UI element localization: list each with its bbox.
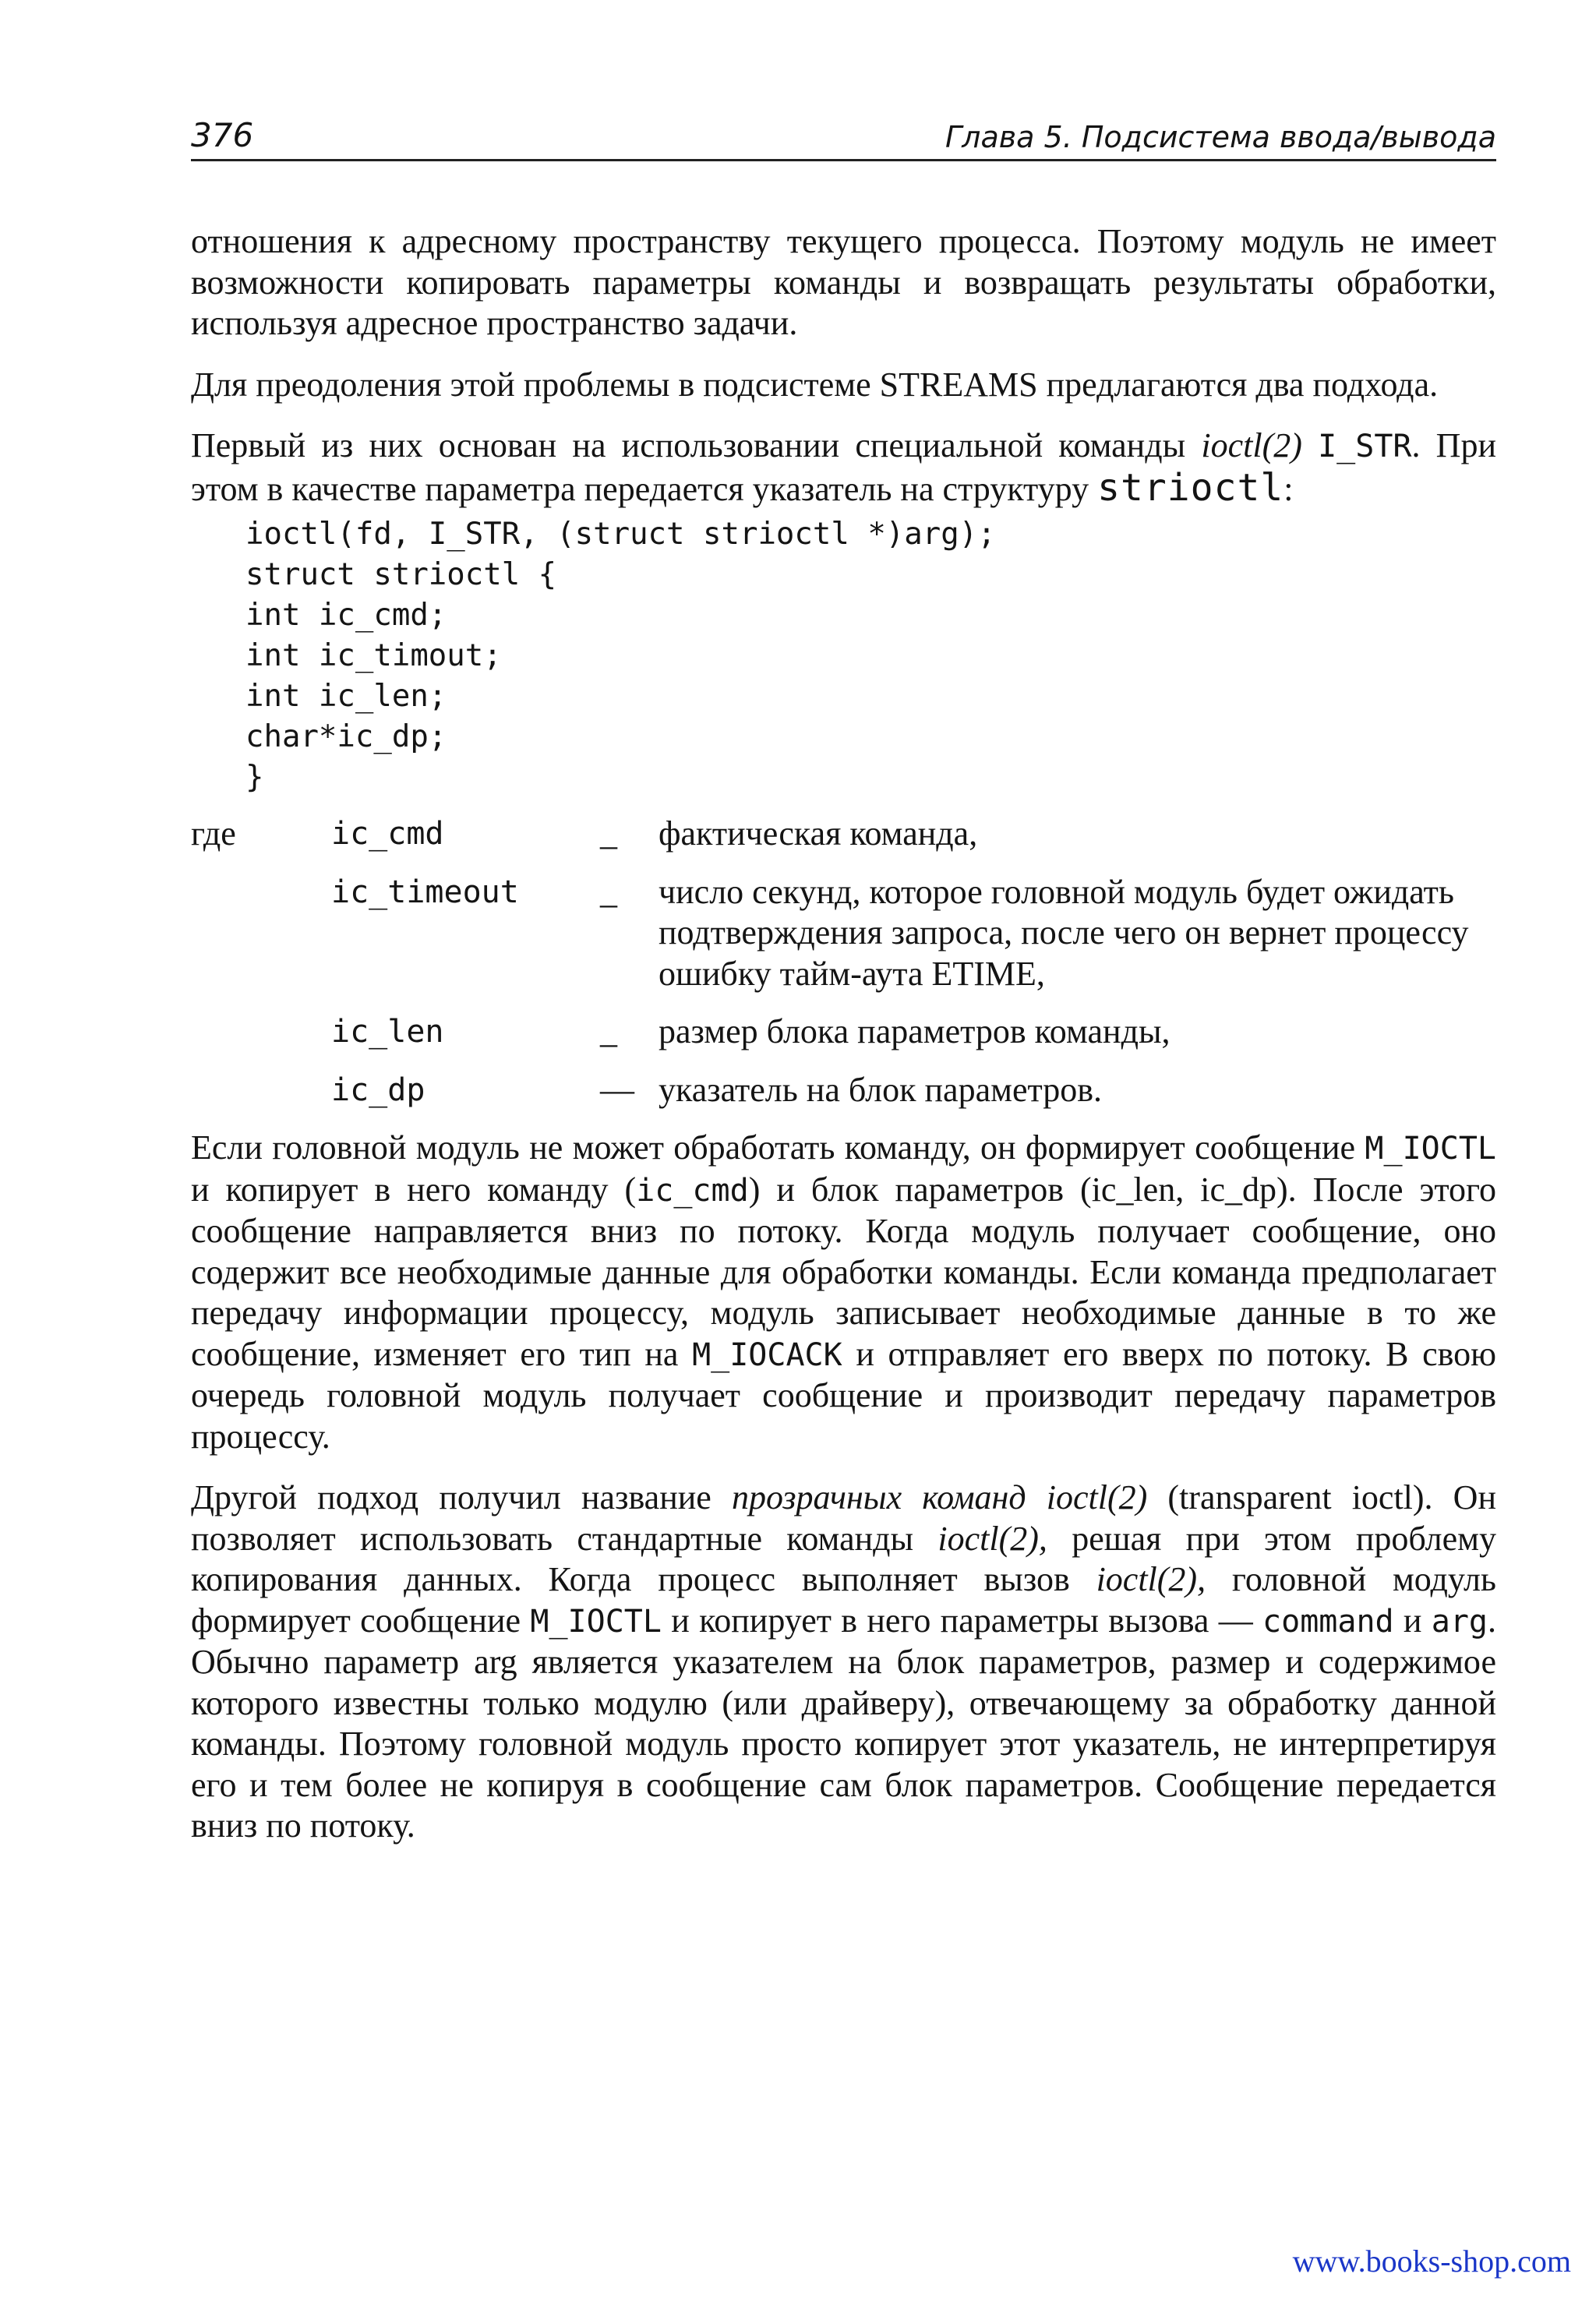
definition-dash: _ xyxy=(600,1012,617,1050)
definition-term: ic_timeout xyxy=(331,874,519,910)
definition-list xyxy=(191,814,1496,1110)
paragraph-5-text-6: и xyxy=(1393,1601,1432,1640)
code-line: struct strioctl { xyxy=(245,557,557,592)
ioctl-ref: ioctl(2), xyxy=(937,1519,1047,1558)
ioctl-ref: ioctl(2), xyxy=(1096,1560,1206,1598)
paragraph-5-text-7: . Обычно параметр arg является указателем на блок параметров, размер и содержимое которого известны только модулю (или драйверу), отвечающему за обработку данной команды. Поэтому головной модуль просто копирует этот указатель, не интерпретируя его и тем более не копируя в сообщение сам блок параметров. Сообщение передается вниз по потоку. xyxy=(191,1601,1497,1845)
m-ioctl-ref: M_IOCTL xyxy=(530,1603,662,1640)
strioctl-ref: strioctl xyxy=(1097,465,1284,510)
paragraph-5-text-5: и копирует в него параметры вызова — xyxy=(661,1601,1263,1640)
code-block xyxy=(245,514,1496,798)
m-ioctl-ref: M_IOCTL xyxy=(1365,1131,1496,1167)
i-str-ref: I_STR xyxy=(1318,429,1412,464)
page-header xyxy=(191,117,1496,161)
paragraph-4-text-2: и копирует в него команду ( xyxy=(191,1170,637,1209)
page-body xyxy=(191,221,1496,1867)
definition-text: число секунд, которое головной модуль будет ожидать подтверждения запроса, после чего он вернет процессу ошибку тайм-аута ETIME, xyxy=(659,872,1469,993)
definition-term: ic_dp xyxy=(331,1072,425,1108)
definition-text: указатель на блок параметров. xyxy=(659,1070,1103,1109)
definition-row xyxy=(191,872,1496,995)
paragraph-3-text-2: . При этом в качестве параметра передается указатель на структуру xyxy=(191,426,1497,508)
m-iocack-ref: M_IOCACK xyxy=(692,1336,842,1373)
paragraph-5-text-3: решая при этом проблему копирования данных. Когда процесс выполняет вызов xyxy=(191,1519,1497,1598)
paragraph-1: отношения к адресному пространству текущего процесса. Поэтому модуль не имеет возможности копировать параметры команды и возвращать результаты обработки, используя адресное пространство задачи. xyxy=(191,222,1496,342)
definition-text: размер блока параметров команды, xyxy=(659,1012,1171,1050)
command-ref: command xyxy=(1262,1603,1394,1640)
definition-row xyxy=(191,1070,1496,1111)
paragraph-4-text-4: и отправляет его вверх по потоку. В свою очередь головной модуль получает сообщение и производит передачу параметров процессу. xyxy=(191,1334,1496,1456)
watermark-link[interactable]: www.books-shop.com xyxy=(1292,2244,1571,2279)
transparent-ioctl-term: прозрачных команд ioctl(2) xyxy=(731,1478,1148,1516)
ioctl-ref: ioctl(2) xyxy=(1201,426,1302,464)
definition-dash: — xyxy=(600,1070,634,1109)
paragraph-3-text-3: : xyxy=(1284,469,1294,508)
code-line: ioctl(fd, I_STR, (struct strioctl *)arg); xyxy=(245,517,996,552)
definition-dash: _ xyxy=(600,814,617,853)
paragraph-5 xyxy=(191,1478,1496,1847)
paragraph-5-text-4: головной модуль формирует сообщение xyxy=(191,1560,1496,1640)
paragraph-2: Для преодоления этой проблемы в подсистеме STREAMS предлагаются два подхода. xyxy=(191,365,1439,404)
paragraph-5-text-1: Другой подход получил название xyxy=(191,1478,732,1516)
code-line: int ic_len; xyxy=(245,679,447,714)
definition-row xyxy=(191,1012,1496,1053)
paragraph-4 xyxy=(191,1128,1496,1457)
code-line: } xyxy=(245,760,264,795)
definition-lead: где xyxy=(191,814,236,853)
code-line: char*ic_dp; xyxy=(245,719,447,754)
paragraph-3 xyxy=(191,425,1496,510)
definition-text: фактическая команда, xyxy=(659,814,978,853)
code-line: int ic_timout; xyxy=(245,638,502,673)
paragraph-4-text-3: ) и блок параметров (ic_len, ic_dp). После этого сообщение направляется вниз по потоку. Когда модуль получает сообщение, оно содержит все необходимые данные для обработки команды. Если команда предполагает передачу информации процессу, модуль записывает необходимые данные в то же сообщение, изменяет его тип на xyxy=(191,1170,1497,1373)
paragraph-5-text-2: (transparent ioctl). Он позволяет использовать стандартные команды xyxy=(191,1478,1497,1558)
paragraph-4-text-1: Если головной модуль не может обработать команду, он формирует сообщение xyxy=(191,1128,1365,1167)
ic-cmd-ref: ic_cmd xyxy=(636,1172,749,1209)
page-number: 376 xyxy=(191,116,254,154)
running-title: Глава 5. Подсистема ввода/вывода xyxy=(945,120,1496,154)
definition-term: ic_len xyxy=(331,1014,444,1050)
code-line: int ic_cmd; xyxy=(245,598,447,633)
definition-term: ic_cmd xyxy=(331,816,444,852)
paragraph-3-text-1: Первый из них основан на использовании специальной команды xyxy=(191,426,1202,464)
arg-ref: arg xyxy=(1431,1603,1488,1640)
definition-dash: _ xyxy=(600,872,617,911)
definition-row xyxy=(191,814,1496,855)
